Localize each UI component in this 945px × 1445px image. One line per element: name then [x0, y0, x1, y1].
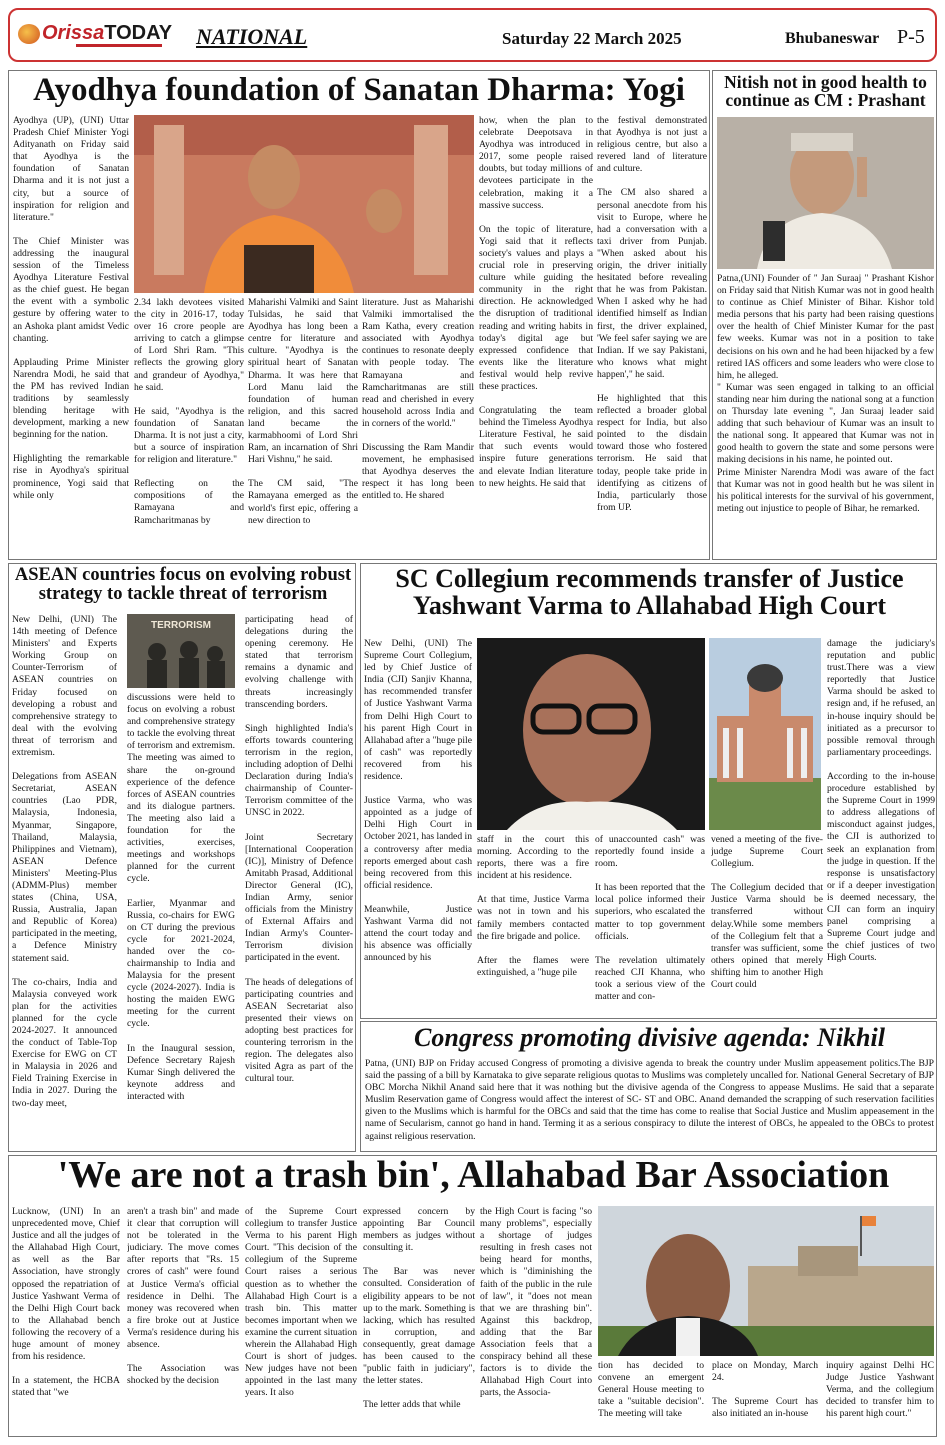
article-allahabad-bar-col-5 — [480, 1206, 592, 1434]
article-allahabad-bar-col-8 — [826, 1360, 934, 1434]
paragraph: In the Inaugural session, Defence Secretary Rajesh Kumar Singh delivered the keynote address and interacted with — [127, 1042, 235, 1102]
paragraph: Singh highlighted India's efforts towards countering terrorism in the region, including adoption of Delhi Declaration during India's chairmanship of Counter-Terrorism committee of the UNSC in 2022. — [245, 722, 353, 819]
article-asean-col-1 — [12, 614, 117, 1150]
paragraph: of unaccounted cash" was reportedly found inside a room. — [595, 834, 705, 870]
article-sc-collegium-col-2 — [477, 834, 589, 1018]
paragraph: New Delhi, (UNI) The 14th meeting of Defence Ministers' and Experts Working Group on Counter-Terrorism of ASEAN countries on Friday focused on developing a robust and comprehensive strategy to deal with the evolving threat of terrorism and extremism. — [12, 614, 117, 759]
paragraph: Discussing the Ram Mandir movement, he emphasised that Ayodhya deserves the respect it has long been entitled to. He shared — [362, 442, 474, 502]
paragraph: Ayodhya (UP), (UNI) Uttar Pradesh Chief Minister Yogi Adityanath on Friday said that Ayodhya is the foundation of Sanatan Dharma and it is not just a city, but a source of inspiration for religion and literature." — [13, 115, 129, 223]
nitish-kumar-photo — [717, 117, 934, 269]
paragraph: Applauding Prime Minister Narendra Modi, he said that the PM has revived Indian traditions by seamlessly blending heritage with development, marking a new beginning for the nation. — [13, 356, 129, 441]
paragraph: aren't a trash bin" and made it clear that corruption will not be tolerated in the judiciary. The move comes after reports that "Rs. 15 crores of cash" were found at Justice Verma's official residence in Delhi. The money was recovered when a fire broke out at Justice Verma's residence during his absence. — [127, 1206, 239, 1351]
article-sc-collegium-col-4 — [711, 834, 823, 1018]
paragraph: Justice Varma, who was appointed as a judge of Delhi High Court in October 2021, has landed in a controversy after media reports emerged about cash being recovered from this official residence. — [364, 795, 472, 891]
paragraph: In a statement, the HCBA stated that "we — [12, 1375, 120, 1399]
paragraph: tion has decided to convene an emergent General House meeting to take a "suitable decision". The meeting will take — [598, 1360, 704, 1420]
article-sc-collegium-col-3 — [595, 834, 705, 1018]
logo-bold-text: TODAY — [104, 22, 173, 44]
article-nitish-body — [717, 273, 934, 559]
paragraph: expressed concern by appointing Bar Council members as judges without consulting it. — [363, 1206, 475, 1254]
article-asean — [8, 563, 356, 1152]
paragraph: The letter adds that while — [363, 1399, 461, 1411]
article-allahabad-bar-col-1 — [12, 1206, 120, 1434]
paragraph: The CM said, "The Ramayana emerged as the world's first epic, offering a new direction to — [248, 478, 358, 526]
paragraph: He said, "Ayodhya is the foundation of Sanatan Dharma. It is not just a city, but a source of inspiration for religion and literature." — [134, 405, 244, 466]
article-allahabad-bar-col-6 — [598, 1360, 704, 1434]
supreme-court-photo — [709, 638, 821, 830]
article-ayodhya-col-3 — [248, 297, 358, 557]
article-asean-col-3 — [245, 614, 353, 1150]
article-allahabad-bar-col-2 — [127, 1206, 239, 1434]
paragraph: The Chief Minister was addressing the inaugural session of the Timeless Ayodhya Literature Festival as the chief guest. He began the event with a symbolic gesture by offering water to an Ashoka plant amidst Vedic chanting. — [13, 235, 129, 344]
article-sc-collegium-headline[interactable]: SC Collegium recommends transfer of Justice Yashwant Varma to Allahabad High Court — [395, 564, 904, 621]
article-asean-col-2 — [127, 692, 235, 1150]
paragraph: Reflecting on the compositions of the Ramayana and Ramcharitmanas by — [134, 478, 244, 526]
terrorism-photo — [127, 614, 235, 688]
justice-varma-photo — [477, 638, 705, 830]
section-label[interactable]: NATIONAL — [196, 24, 308, 49]
issue-date: Saturday 22 March 2025 — [502, 29, 682, 48]
edition-city: Bhubaneswar — [785, 30, 880, 47]
paragraph: damage the judiciary's reputation and public trust.There was a view reportedly that Justice Varma should be asked to resign and, if he refused, an in-house inquiry should be initiated as a precursor to possible removal through parliamentary proceedings. — [827, 638, 935, 758]
paragraph: the festival demonstrated that Ayodhya is not just a religious centre, but also a revered land of literature and culture. — [597, 115, 707, 175]
paragraph: inquiry against Delhi HC Judge Justice Yashwant Verma, and the collegium decided to transfer him to his parent high court." — [826, 1360, 934, 1420]
paragraph: vened a meeting of the five-judge Supreme Court Collegium. — [711, 834, 823, 870]
paragraph: Meanwhile, Justice Yashwant Varma did not attend the court today and his absence was officially announced by his — [364, 903, 472, 964]
logo-emblem-icon — [18, 24, 40, 44]
logo-underline — [76, 44, 162, 47]
paragraph: 2.34 lakh devotees visited the city in 2016-17, today over 16 crore people are arriving to catch a glimpse of Lord Shri Ram. "This reflects the growing glory and grandeur of Ayodhya," he said. — [134, 297, 244, 393]
article-ayodhya-col-5 — [479, 115, 593, 557]
paragraph: Prime Minister Narendra Modi was aware of the fact that Kumar was not in good health but he was silent in his political interests for the survival of his government, meting out injustice to people of Bihar, he remarked. — [717, 466, 934, 514]
article-nitish — [712, 70, 937, 560]
paragraph: According to the in-house procedure established by the Supreme Court in 1999 to address allegations of misconduct against judges, the CJI is authorized to seek an explanation from the judge in question. If the response is unsatisfactory or if a deeper investigation is deemed necessary, the CJI can form an inquiry panel comprising a Supreme Court judge and the chief justices of two High Courts. — [827, 770, 935, 964]
article-sc-collegium-col-5 — [827, 638, 935, 1018]
article-nitish-headline[interactable]: Nitish not in good health to continue as CM : Prashant — [724, 72, 927, 111]
paragraph: Maharishi Valmiki and Saint Tulsidas, he said that Ayodhya has long been a centre for literature and culture. "Ayodhya is the spiritual heart of Sanatan Dharma. It was here that Lord Manu laid the foundation of human religion, and this sacred land became the karmabhoomi of Lord Shri Ram, an incarnation of Shri Hari Vishnu," he said. — [248, 297, 358, 466]
article-allahabad-bar — [8, 1155, 937, 1437]
article-sc-collegium — [360, 563, 937, 1019]
article-ayodhya-col-1 — [13, 115, 129, 557]
logo-text: Orissa — [42, 22, 105, 44]
article-congress-headline[interactable]: Congress promoting divisive agenda: Nikhil — [414, 1023, 885, 1052]
paragraph: Delegations from ASEAN Secretariat, ASEAN countries (Lao PDR, Malaysia, Indonesia, Myanmar, Singapore, Thailand, Malaysia, Philippines and Vietnam), ASEAN Defence Ministers' Meeting-Plus (ADMM-Plus) member states (China, USA, Russia, Australia, Japan and Republic of Korea) participated in the meeting, a Defence Ministry statement said. — [12, 771, 117, 964]
paragraph: staff in the court this morning. According to the reports, there was a fire incident at his residence. — [477, 834, 589, 882]
paragraph: of the Supreme Court collegium to transfer Justice Verma to his parent High Court. "This decision of the collegium of the Supreme Court raises a serious question as to whether the Allahabad High Court is a trash bin. This matter becomes important when we examine the current situation wherein the Allahabad High Court is short of judges. New judges have not been appointed in the last many years. It also — [245, 1206, 357, 1399]
paragraph: Patna,(UNI) Founder of " Jan Suraaj " Prashant Kishor on Friday said that Nitish Kumar was not in good health to continue as Chief Minister of Bihar. Kishor told media persons that his party had been raising questions over the health of Chief Minister Kumar for the past few weeks. Kumar was not in a position to take decisions on his own and he had been hijacked by a few retired IAS officers and some leaders who were close to him, he alleged. — [717, 273, 934, 381]
paragraph: participating head of delegations during the opening ceremony. He stated that terrorism remains a dynamic and evolving challenge with threats increasingly transcending borders. — [245, 614, 353, 710]
article-allahabad-bar-col-4 — [363, 1206, 475, 1434]
logo[interactable] — [18, 20, 173, 48]
article-allahabad-bar-col-3 — [245, 1206, 357, 1434]
article-ayodhya-col-4 — [362, 297, 474, 557]
paragraph: " Kumar was seen engaged in talking to an official standing near him during the national song at a function on Thursday late evening ", Jan Suraaj leader said adding that such behaviour of Kumar was an insult to the national song. It appeared that Kumar was not in good health to govern the state and some persons were making decisions in his name, he pointed out. — [717, 381, 934, 466]
masthead — [8, 8, 937, 62]
paragraph: The revelation ultimately reached CJI Khanna, who took a serious view of the matter and con- — [595, 954, 705, 1003]
paragraph: On the topic of literature, Yogi said that it reflects society's values and plays a crucial role in preserving culture while guiding the community in the right direction. He acknowledged the disruption of traditional reading and writing habits in today's digital age but expressed confidence that events like the literature festival would help revive these practices. — [479, 223, 593, 392]
paragraph: how, when the plan to celebrate Deepotsava in Ayodhya was introduced in 2017, some people raised doubts, but today millions of devotees participate in the celebration, making it a massive success. — [479, 115, 593, 211]
paragraph: The Collegium decided that Justice Varma should be transferred without delay.While some members of the Collegium felt that a transfer was sufficient, some others opined that merely shifting him to another High Court could — [711, 882, 823, 991]
terrorism-photo-caption: TERRORISM — [151, 620, 211, 631]
paragraph: After the flames were extinguished, a "huge pile — [477, 954, 589, 978]
paragraph: The Supreme Court has also initiated an in-house — [712, 1396, 818, 1420]
paragraph: New Delhi, (UNI) The Supreme Court Collegium, led by Chief Justice of India (CJI) Sanjiv Khanna, has recommended transfer of Justice Yashwant Varma from Delhi High Court to his parent High Court in Allahabad after a "huge pile of cash" was reportedly recovered from his residence. — [364, 638, 472, 783]
article-asean-headline[interactable]: ASEAN countries focus on evolving robust strategy to tackle threat of terrorism — [14, 565, 352, 605]
paragraph: He highlighted that this reflected a broader global respect for India, but also pointed to the disdain toward those who fostered terrorism. He said that today, people take pride in identifying as citizens of India, particularly those from UP. — [597, 392, 707, 513]
article-congress — [360, 1021, 937, 1152]
paragraph: Highlighting the remarkable rise in Ayodhya's spiritual prominence, Yogi said that while only — [13, 453, 129, 501]
article-ayodhya-headline[interactable]: Ayodhya foundation of Sanatan Dharma: Yogi — [33, 72, 685, 108]
paragraph: discussions were held to focus on evolving a robust and comprehensive strategy to tackle the evolving threat of terrorism and extremism. The meeting was aimed to share the on-ground experience of the defence forces of ASEAN countries and its dialogue partners. The meeting also laid a foundation for the activities, exercises, meetings and workshops planned for the current cycle. — [127, 692, 235, 885]
paragraph: the High Court is facing "so many problems", especially a shortage of judges resulting in fresh cases not being heard for months, which is "diminishing the faith of the public in the rule of law", it "does not mean that we are thrashing bin". Against this backdrop, adding that the Bar Association feels that a conspiracy behind all these factors is to divide the Allahabad High Court into parts, the Associa- — [480, 1206, 592, 1399]
paragraph: The Bar was never consulted. Consideration of eligibility appears to be not up to the mark. Something is lacking, which has resulted in corruption, and consequently, great damage has been caused to the "public faith in judiciary", the letter states. — [363, 1266, 475, 1387]
paragraph: Earlier, Myanmar and Russia, co-chairs for EWG on CT during the previous cycle for 2021-2024, handed over the co-chairmanship to India and Malaysia for the present cycle (2024-2027). India is hosting the maiden EWG meeting for the current cycle. — [127, 897, 235, 1030]
article-allahabad-bar-col-7 — [712, 1360, 818, 1434]
article-ayodhya-col-2 — [134, 297, 244, 557]
article-ayodhya — [8, 70, 710, 560]
article-ayodhya-col-6 — [597, 115, 707, 557]
paragraph: Congratulating the team behind the Timeless Ayodhya Literature Festival, he said that such events would inspire future generations and elevate Indian literature to new heights. He said that — [479, 405, 593, 489]
paragraph: The co-chairs, India and Malaysia conveyed work plan for the activities planned for the cycle 2024-2027. It announced the conduct of Table-Top Exercise for EWG on CT in Malaysia in 2026 and Field Training Exercise in India in 2027. During the two-day meet, — [12, 976, 117, 1109]
article-congress-body — [365, 1058, 934, 1150]
paragraph: Patna, (UNI) BJP on Friday accused Congress of promoting a divisive agenda to break the country under Muslim appeasement politics.The BJP said the passing of a bill by Karnataka to give separate religious quotas to Muslims was completely uncalled for. National General Secretary of BJP OBC Morcha Nikhil Anand said here that it was nothing but the divisive agenda of the Congress to appease Muslims. He said that a separate Muslim Reservation game of Congress would affect the interest of SC- ST and OBC. Anand demanded the scrapping of such reservation facilities given to the Muslims which is harmful for the OBCs and said that the time has come to realise that Social Justice and Muslim appeasement in the name of Secularism, cannot go hand in hand. Terming it as a serious conspiracy to dilute the interest of OBCs, he appealed to the OBCs to protest against religious reservation. — [365, 1058, 934, 1142]
paragraph: The CM also shared a personal anecdote from his visit to Europe, where he had a conversation with a taxi driver from Punjab. "When asked about his origin, the driver initially hesitated before revealing that he was from Pakistan. When I asked why he had identified himself as Indian first, the driver explained, 'We feel safer saying we are Indian. If we say Pakistani, who knows what might happen'," he said. — [597, 187, 707, 380]
yogi-adityanath-photo — [134, 115, 474, 293]
page-number: P-5 — [897, 26, 925, 48]
paragraph: literature. Just as Maharishi Valmiki immortalised the Ram Katha, every creation associated with Ayodhya continues to resonate deeply with people today. The Ramayana and Ramcharitmanas are still read and cherished in every household across India and in corners of the world." — [362, 297, 474, 429]
article-sc-collegium-col-1 — [364, 638, 472, 1018]
paragraph: Lucknow, (UNI) In an unprecedented move, Chief Justice and all the judges of the Allahabad High Court, as well as the Bar Association, have strongly opposed the repatriation of Justice Yashwant Verma of the Delhi High Court back to the Allahabad bench following the recovery of a huge amount of money from his residence. — [12, 1206, 120, 1363]
paragraph: At that time, Justice Varma was not in town and his family members contacted the fire brigade and police. — [477, 894, 589, 942]
paragraph: It has been reported that the local police informed their superiors, who escalated the matter to top government officials. — [595, 882, 705, 942]
paragraph: The heads of delegations of participating countries and ASEAN Secretariat also presented their views on adopting best practices for countering terrorism in the region. The delegates also visited Agra as part of the cultural tour. — [245, 976, 353, 1085]
paragraph: Joint Secretary [International Cooperation (IC)], Ministry of Defence Amitabh Prasad, Additional Director General (IC), Indian Army, senior officials from the Ministry of External Affairs and Indian Army's Counter-Terrorism division participated in the event. — [245, 831, 353, 964]
article-allahabad-bar-headline[interactable]: 'We are not a trash bin', Allahabad Bar Association — [57, 1155, 890, 1196]
allahabad-high-court-photo — [598, 1206, 934, 1356]
paragraph: place on Monday, March 24. — [712, 1360, 818, 1384]
paragraph: The Association was shocked by the decision — [127, 1363, 239, 1387]
